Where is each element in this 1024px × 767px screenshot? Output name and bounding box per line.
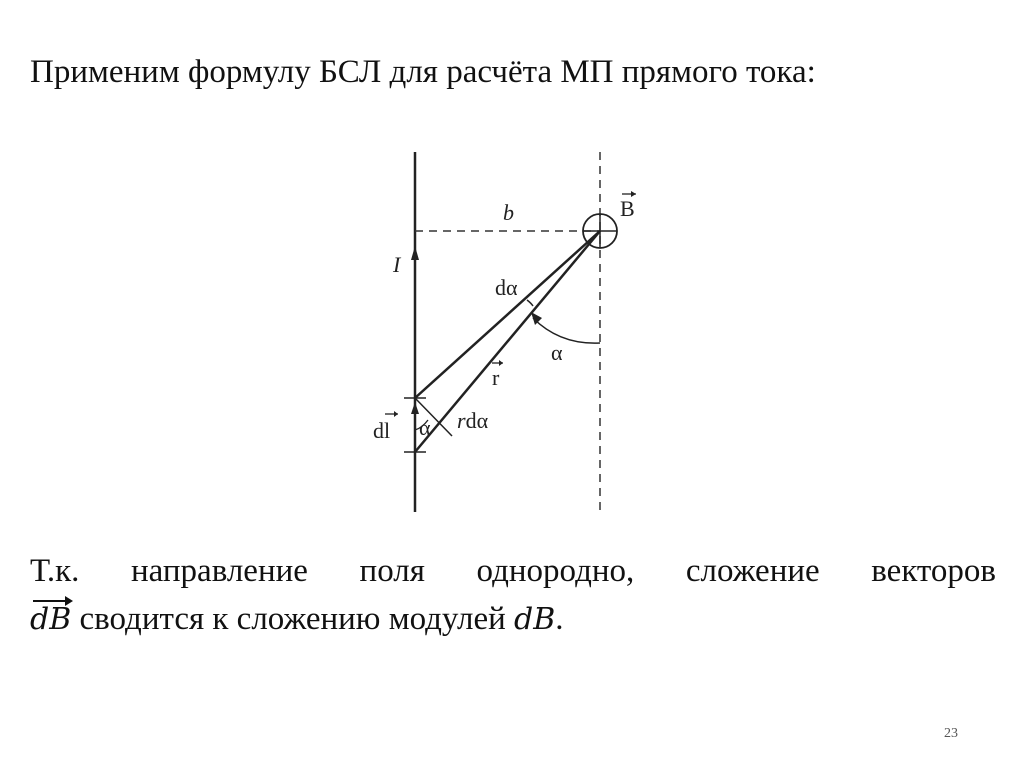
page-number: 23 xyxy=(944,726,958,741)
radius-line-upper xyxy=(415,231,600,398)
vector-mark-dl-tip xyxy=(394,411,398,417)
label-r-d-alpha-rest: dα xyxy=(465,408,489,433)
vector-dB: dB xyxy=(30,596,71,644)
label-d-alpha: dα xyxy=(495,275,518,300)
explanation-period: . xyxy=(555,601,564,637)
label-alpha-small: α xyxy=(419,415,431,440)
explanation-line-2 xyxy=(30,595,996,644)
d-alpha-arc xyxy=(527,300,533,306)
dl-arrow-icon xyxy=(411,402,419,414)
label-B: B xyxy=(620,196,635,221)
label-dl: dl xyxy=(373,418,391,443)
label-I: I xyxy=(393,252,401,277)
alpha-arc xyxy=(533,318,600,343)
explanation-paragraph xyxy=(30,547,996,644)
explanation-line-2-text: сводится к сложению модулей xyxy=(71,601,515,637)
label-r-d-alpha xyxy=(457,408,489,433)
vector-mark-r-tip xyxy=(499,360,503,366)
label-r: r xyxy=(492,365,500,390)
explanation-line-1: Т.к. направление поля однородно, сложение векторов xyxy=(30,553,996,589)
slide-title: Применим формулу БСЛ для расчёта МП прямого тока: xyxy=(30,54,816,90)
radius-line-lower xyxy=(415,231,600,452)
current-arrow-icon xyxy=(411,246,419,260)
label-r-d-alpha-r: r xyxy=(457,408,466,433)
scalar-dB: dB xyxy=(514,602,556,637)
label-alpha: α xyxy=(551,340,563,365)
label-b: b xyxy=(503,200,514,225)
